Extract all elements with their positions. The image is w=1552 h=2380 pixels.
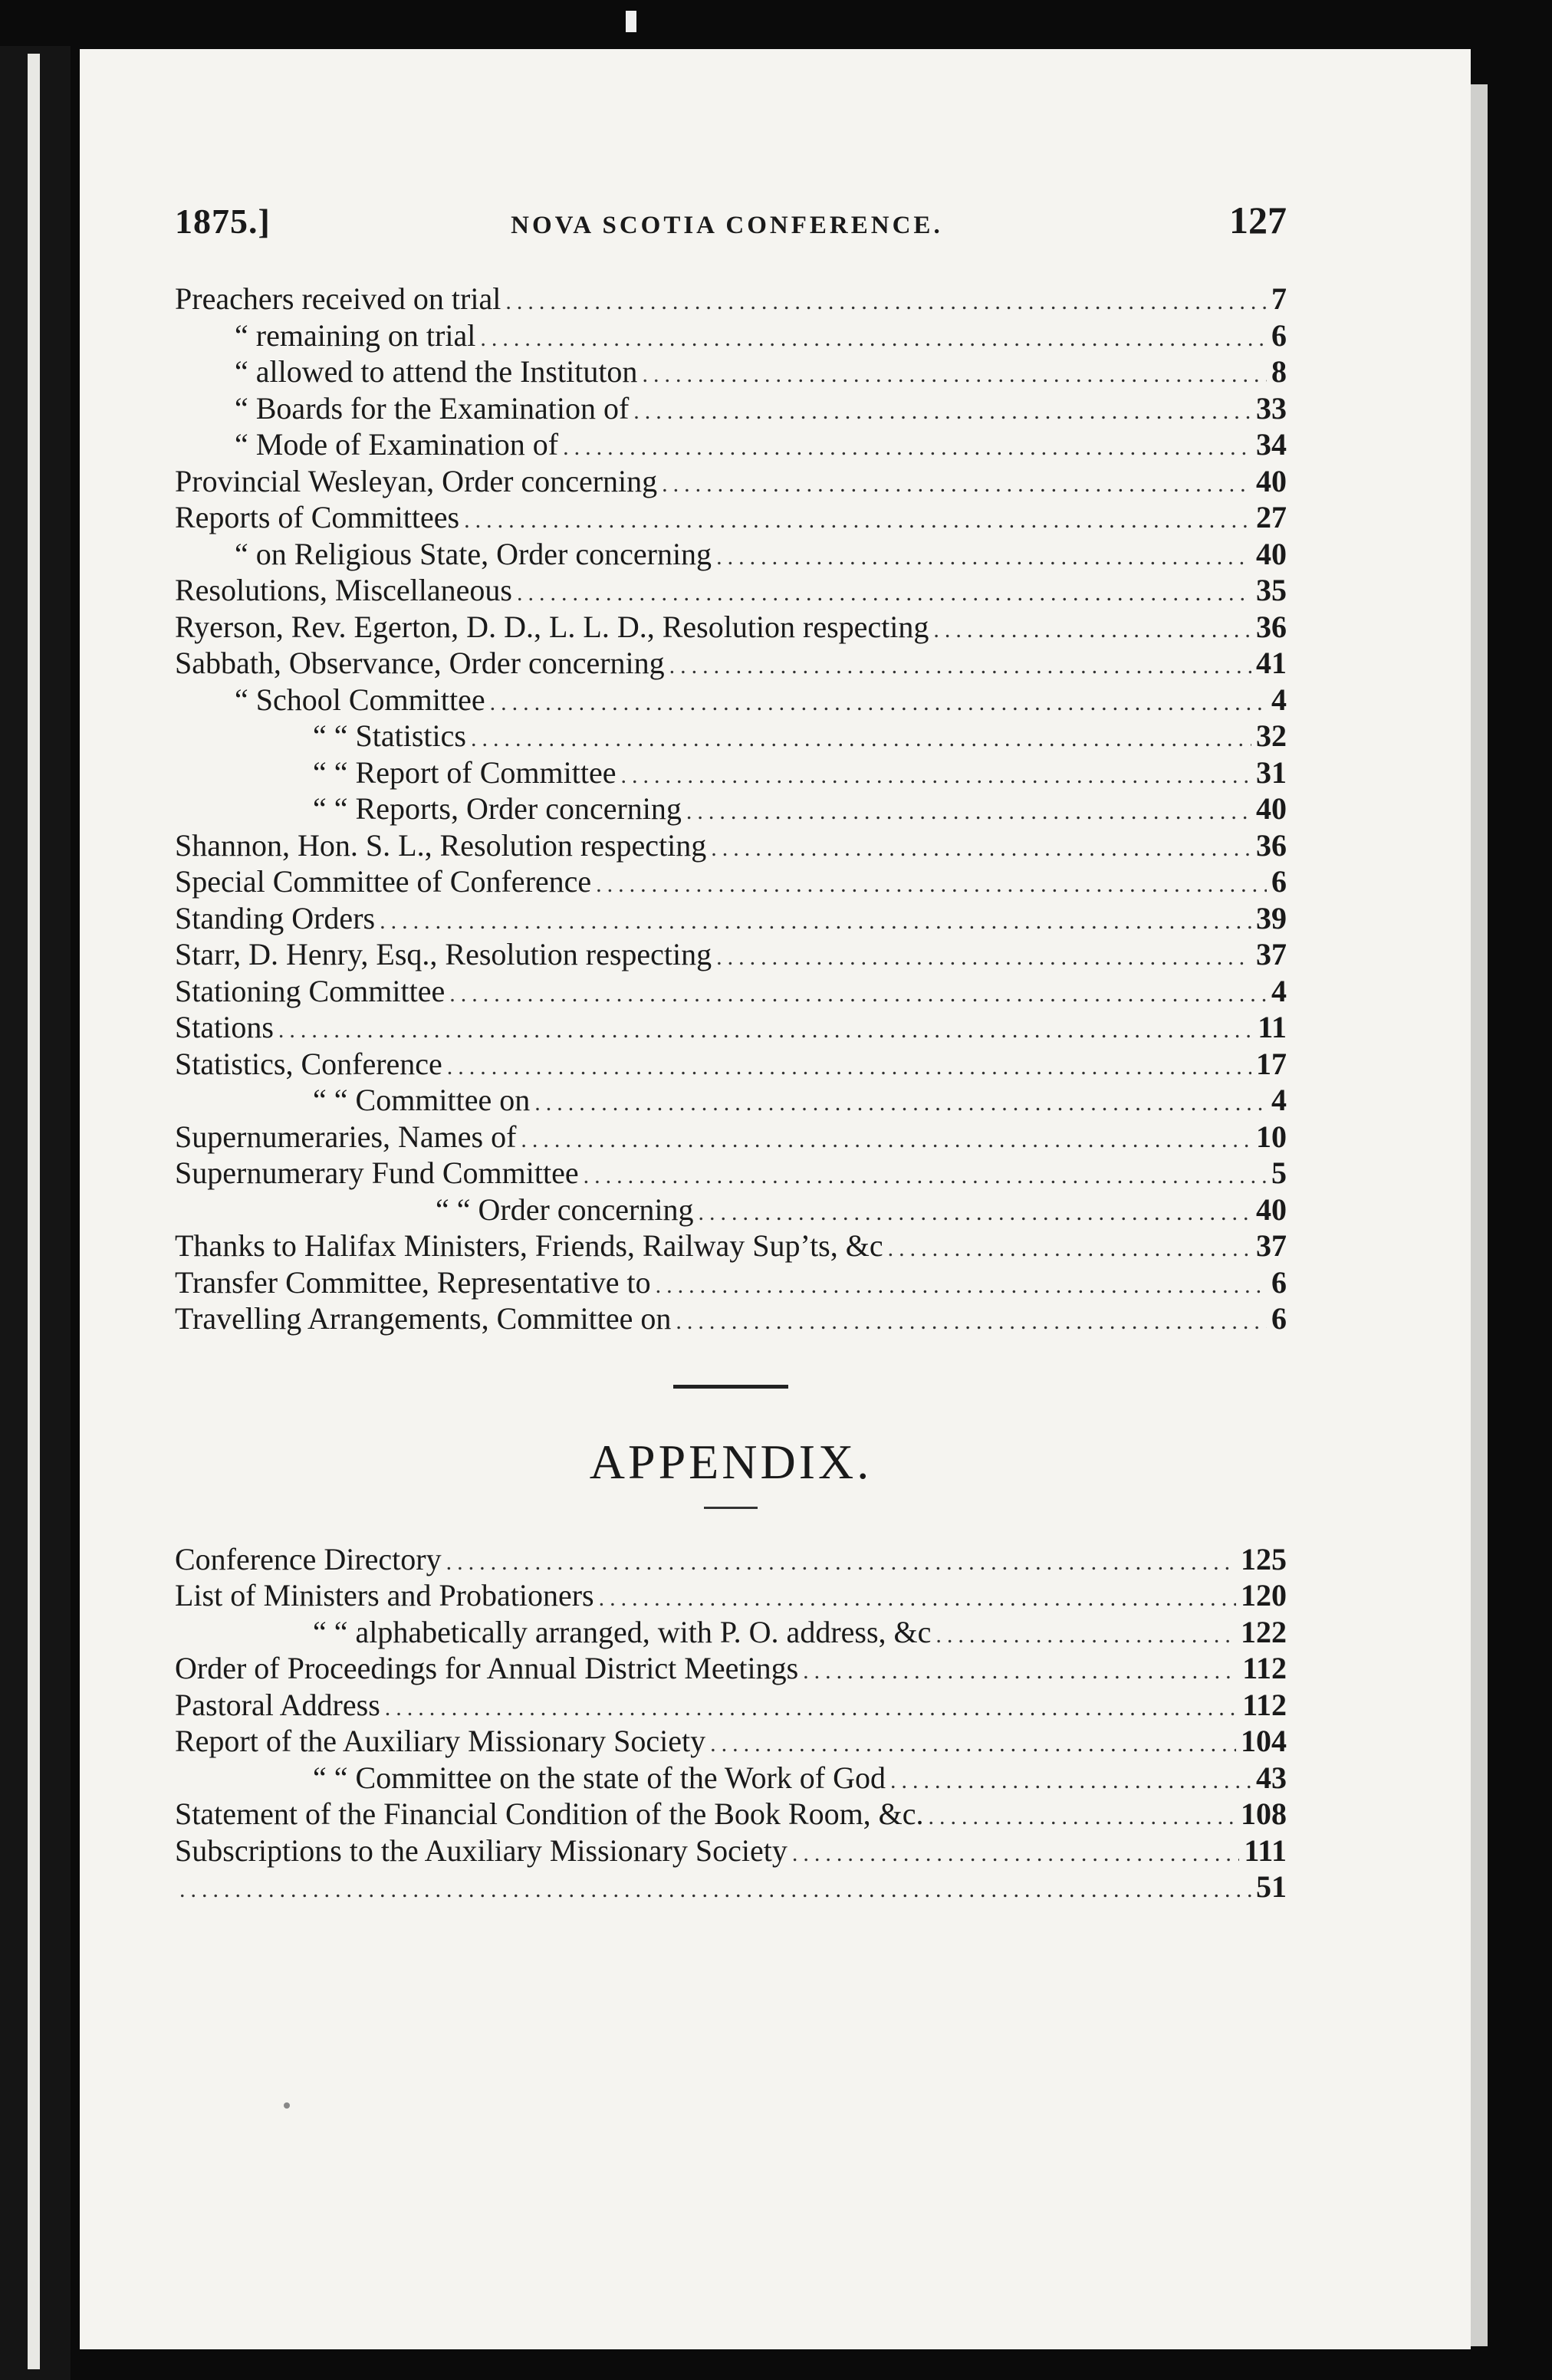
index-entry [175, 1192, 1287, 1228]
entry-label: Supernumeraries, Names of [175, 1119, 517, 1154]
index-entry [175, 426, 1287, 463]
entry-label: “ “ Order concerning [436, 1192, 694, 1227]
entry-page: 36 [1256, 609, 1287, 644]
entry-label: Statistics, Conference [175, 1046, 442, 1081]
entry-label: “ “ Committee on the state of the Work of God [313, 1760, 886, 1795]
entry-label: Special Committee of Conference [175, 864, 592, 899]
index-entry [175, 609, 1287, 646]
index-entry [175, 1082, 1287, 1119]
entry-label: Reports of Committees [175, 500, 460, 534]
index-entry [175, 1119, 1287, 1155]
entry-page: 112 [1242, 1687, 1287, 1722]
dot-leader [935, 1617, 1236, 1654]
dot-leader [716, 539, 1251, 576]
index-entry [175, 1264, 1287, 1301]
appendix-title: APPENDIX. [589, 1434, 873, 1489]
entry-page: 51 [1256, 1869, 1287, 1904]
index-entry [175, 682, 1287, 718]
header-title: NOVA SCOTIA CONFERENCE. [511, 212, 943, 239]
index-list [175, 281, 1287, 1337]
entry-label: “ School Committee [235, 682, 485, 717]
entry-label: “ “ Report of Committee [313, 754, 617, 790]
entry-page: 17 [1256, 1046, 1287, 1081]
index-entry [175, 317, 1287, 354]
index-entry [175, 1869, 1287, 1905]
entry-label: “ remaining on trial [235, 317, 476, 353]
page-shadow [1471, 84, 1488, 2346]
entry-page: 35 [1256, 573, 1287, 607]
index-entry [175, 936, 1287, 973]
entry-label: “ “ Committee on [313, 1083, 531, 1117]
entry-page: 4 [1271, 682, 1287, 717]
entry-label: Conference Directory [175, 1541, 442, 1576]
index-entry [175, 827, 1287, 864]
header-year: 1875.] [175, 202, 271, 241]
entry-label: List of Ministers and Probationers [175, 1578, 594, 1612]
dot-leader [505, 284, 1267, 321]
entry-page: 43 [1256, 1760, 1287, 1795]
dot-leader [490, 685, 1267, 722]
dot-leader [620, 758, 1251, 794]
dot-leader [710, 1726, 1236, 1763]
index-entry [175, 1833, 1287, 1869]
dot-leader [888, 1231, 1251, 1267]
entry-label: “ “ alphabetically arranged, with P. O. address, &c [313, 1614, 932, 1649]
dot-leader [933, 612, 1251, 649]
entry-label: Supernumerary Fund Committee [175, 1155, 579, 1190]
entry-label: “ “ Statistics [313, 718, 466, 753]
index-entry [175, 1228, 1287, 1264]
entry-label: “ Boards for the Examination of [235, 390, 630, 426]
scan-speck [626, 11, 636, 32]
index-entry [175, 718, 1287, 754]
dot-leader [890, 1763, 1251, 1800]
dot-leader [584, 1158, 1267, 1195]
entry-page: 4 [1271, 1083, 1287, 1117]
entry-page: 120 [1241, 1578, 1287, 1612]
entry-label: Stationing Committee [175, 973, 446, 1008]
entry-label: Ryerson, Rev. Egerton, D. D., L. L. D., Resolution respecting [175, 609, 929, 644]
entry-page: 112 [1242, 1651, 1287, 1685]
entry-page: 27 [1256, 500, 1287, 534]
entry-label: Provincial Wesleyan, Order concerning [175, 463, 658, 498]
page-number: 127 [1229, 199, 1287, 242]
entry-page: 36 [1256, 827, 1287, 863]
index-content [175, 198, 1287, 1905]
entry-label: “ allowed to attend the Instituton [235, 354, 638, 389]
entry-page: 10 [1256, 1119, 1287, 1154]
dot-leader [471, 721, 1251, 758]
index-entry [175, 1009, 1287, 1046]
entry-label: Order of Proceedings for Annual District Meetings [175, 1651, 799, 1685]
pencil-mark [284, 2102, 290, 2109]
index-entry [175, 754, 1287, 791]
entry-page: 108 [1241, 1797, 1287, 1831]
entry-page: 40 [1256, 536, 1287, 571]
dot-leader [521, 1122, 1251, 1159]
index-entry [175, 1650, 1287, 1687]
dot-leader [803, 1653, 1238, 1690]
entry-label: “ “ Reports, Order concerning [313, 791, 682, 826]
dot-leader [599, 1580, 1236, 1617]
dot-leader [929, 1799, 1236, 1836]
scan-background [1488, 0, 1552, 2380]
index-entry [175, 353, 1287, 390]
dot-leader [662, 466, 1251, 503]
index-entry [175, 536, 1287, 573]
index-entry [175, 499, 1287, 536]
entry-page: 33 [1256, 390, 1287, 426]
dot-leader [711, 830, 1251, 867]
dot-leader [179, 1872, 1251, 1908]
entry-label: Standing Orders [175, 900, 376, 935]
entry-label: Sabbath, Observance, Order concerning [175, 646, 665, 680]
entry-page: 34 [1256, 427, 1287, 462]
entry-label: Preachers received on trial [175, 281, 501, 316]
running-header [175, 198, 1287, 245]
dot-leader [446, 1544, 1236, 1581]
entry-page: 122 [1241, 1614, 1287, 1649]
entry-page: 32 [1256, 718, 1287, 753]
entry-label: Shannon, Hon. S. L., Resolution respecting [175, 827, 707, 863]
entry-page: 6 [1271, 1264, 1287, 1300]
dot-leader [380, 903, 1251, 940]
entry-label: Resolutions, Miscellaneous [175, 573, 512, 607]
index-entry [175, 1577, 1287, 1614]
dot-leader [596, 866, 1267, 903]
entry-page: 6 [1271, 1301, 1287, 1336]
entry-page: 5 [1271, 1155, 1287, 1190]
entry-page: 111 [1244, 1833, 1287, 1868]
entry-page: 40 [1256, 791, 1287, 826]
index-entry [175, 390, 1287, 427]
index-entry [175, 863, 1287, 900]
entry-page: 39 [1256, 900, 1287, 935]
index-entry [175, 1300, 1287, 1337]
entry-page: 125 [1241, 1541, 1287, 1576]
dot-leader [447, 1049, 1251, 1086]
entry-page: 6 [1271, 317, 1287, 353]
entry-label: Starr, D. Henry, Esq., Resolution respecting [175, 937, 712, 971]
entry-page: 104 [1241, 1724, 1287, 1758]
entry-page: 11 [1258, 1010, 1287, 1044]
index-entry [175, 572, 1287, 609]
entry-label: Thanks to Halifax Ministers, Friends, Railway Sup’ts, &c [175, 1228, 883, 1263]
entry-label: Travelling Arrangements, Committee on [175, 1301, 672, 1336]
index-entry [175, 1796, 1287, 1833]
index-entry [175, 463, 1287, 500]
index-entry [175, 1760, 1287, 1797]
entry-label: Pastoral Address [175, 1687, 380, 1722]
dot-leader [656, 1267, 1267, 1304]
dot-leader [698, 1195, 1251, 1231]
dot-leader [669, 648, 1251, 685]
entry-page: 37 [1256, 1228, 1287, 1263]
dot-leader [642, 357, 1267, 393]
dot-leader [480, 321, 1267, 357]
index-entry [175, 1155, 1287, 1192]
dot-leader [686, 794, 1251, 830]
dot-leader [633, 393, 1251, 430]
entry-label: Statement of the Financial Condition of the Book Room, &c. [175, 1797, 924, 1831]
entry-page: 31 [1256, 754, 1287, 790]
entry-page: 37 [1256, 937, 1287, 971]
appendix-rule [704, 1507, 758, 1509]
index-entry [175, 1046, 1287, 1083]
entry-page: 7 [1271, 281, 1287, 316]
index-entry [175, 1614, 1287, 1651]
appendix-list [175, 1541, 1287, 1905]
index-entry [175, 791, 1287, 827]
dot-leader [716, 939, 1251, 976]
entry-page: 40 [1256, 1192, 1287, 1227]
section-divider [673, 1385, 788, 1389]
dot-leader [676, 1303, 1267, 1340]
entry-label: Subscriptions to the Auxiliary Missionary Society [175, 1833, 788, 1868]
entry-page: 8 [1271, 354, 1287, 389]
adjacent-page-strip [28, 54, 40, 2369]
dot-leader [534, 1085, 1267, 1122]
entry-page: 4 [1271, 973, 1287, 1008]
dot-leader [792, 1836, 1240, 1872]
entry-label: “ Mode of Examination of [235, 427, 559, 462]
index-entry [175, 645, 1287, 682]
index-entry [175, 1687, 1287, 1724]
entry-label: Transfer Committee, Representative to [175, 1264, 651, 1300]
index-entry [175, 1541, 1287, 1578]
index-entry [175, 281, 1287, 317]
dot-leader [464, 502, 1251, 539]
entry-label: “ on Religious State, Order concerning [235, 536, 712, 571]
entry-label: Report of the Auxiliary Missionary Society [175, 1724, 706, 1758]
dot-leader [278, 1012, 1253, 1049]
index-entry [175, 973, 1287, 1010]
entry-page: 6 [1271, 864, 1287, 899]
index-entry [175, 1723, 1287, 1760]
dot-leader [385, 1690, 1238, 1727]
dot-leader [449, 976, 1267, 1013]
index-entry [175, 900, 1287, 937]
dot-leader [517, 575, 1251, 612]
entry-page: 40 [1256, 463, 1287, 498]
dot-leader [563, 429, 1251, 466]
entry-label: Stations [175, 1010, 274, 1044]
entry-page: 41 [1256, 646, 1287, 680]
